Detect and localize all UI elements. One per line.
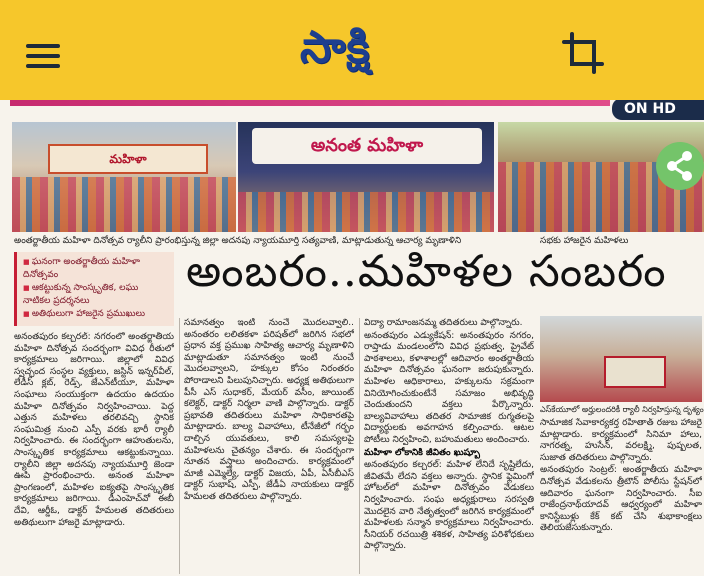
share-button[interactable]: [656, 142, 704, 190]
police-station-photo: [540, 316, 702, 402]
column-3-body-2: అనంతపురం కల్చరల్‌: మహిళ లేనిదే సృష్టిలేదు, జీవితమే లేదని వక్తలు అన్నారు. స్థానిక ఫ్లెమింగో హోటల్‌లో మహిళా దినోత్సవం వేడుకలు నిర్వహించారు. సంఘ అధ్యక్షురాలు సరస్వతి మొదలైన వారి నేతృత్వంలో జరిగిన కార్యక్రమంలో మహిళలకు సన్మాన కార్యక్రమాలు నిర్వహించారు. సీనియర్‌ రచయిత్రి శశికళ, సాహిత్య పరిశోధకులు పాల్గొన్నారు.: [364, 460, 534, 552]
ad-strip: [10, 100, 610, 106]
rally-photo: [12, 122, 236, 232]
video-badge[interactable]: ON HD: [612, 100, 704, 120]
headline: అంబరం..మహిళల సంబరం: [186, 246, 667, 297]
column-4-body: అనంతపురం సెంట్రల్‌: అంతర్జాతీయ మహిళా దినోత్సవ వేడుకలను త్రీటౌన్‌ పోలీసు స్టేషన్‌లో ఆదివారం ఘనంగా నిర్వహించారు. సీఐ రాజేంద్రనాథ్‌యాదవ్‌ ఆధ్వర్యంలో మహిళా కానిస్టేబుళ్లు కేక్‌ కట్‌ చేసి శుభాకాంక్షలు తెలియజేసుకున్నారు.: [540, 465, 702, 534]
highlight-item: ■ అతిథులుగా హాజరైన ప్రముఖులు: [23, 308, 168, 321]
stage-photo: [238, 122, 494, 232]
newspaper-page: [0, 100, 704, 576]
article-column-2: సమానత్వం ఇంటి నుంచే మొదలవ్వాలి.. అనంతరం లలితకళా పరిషత్‌లో జరిగిన సభలో ప్రధాన వక్త ప్రముఖ సాహిత్య ఆచార్య మృణాళిని మాట్లాడుతూ సమానత్వం ఇంటి నుంచే మొదలవ్వాలని, హక్కుల కోసం నిరంతరం పోరాడాలని పిలుపునిచ్చారు. అధ్యక్ష అతిథులుగా పీసీ ఎస్‌ సుధాకర్, మేయర్‌ వసీం, జాయింట్‌ కలెక్టర్, డాక్టర్‌ నిర్మలా వాణి పాల్గొన్నారు. డాక్టర్‌ ప్రభావతి తదితరులు మహిళా సాధికారతపై మాట్లాడారు. బాల్య వివాహాలు, టీనేజీలో గర్భం దాల్చిన యువతులు, కాలి సమస్యలపై మహిళలను చైతన్యం చేశారు. ఈ సందర్భంగా నూతన వస్త్రాలు అందించారు. కార్యక్రమంలో మాజీ ఎమ్మెల్యే, డాక్టర్‌ విజయ, ఏపీ, ఏసీబీఎస్‌ డాక్టర్‌ సుభాష్, ఎస్పీ, జేడీఏ నాయకులు డాక్టర్‌ హేమలత తదితరులు పాల్గొన్నారు.: [184, 318, 354, 502]
menu-icon[interactable]: [26, 44, 60, 70]
app-logo[interactable]: సాక్షి: [300, 22, 371, 73]
photo-caption-right: సభకు హాజరైన మహిళలు: [540, 236, 629, 246]
top-app-bar: [0, 0, 704, 100]
article-column-3: [364, 318, 534, 572]
highlight-item: ■ ఆకట్టుకున్న సాంస్కృతిక, లఘు నాటికల ప్రదర్శనలు: [23, 282, 168, 308]
small-photo-caption: ఎస్‌కేయూలో అర్హులందరికీ ర్యాలీ నిర్వహిస్తున్న దృశ్యం: [540, 405, 704, 414]
crop-icon[interactable]: [560, 30, 606, 76]
column-4-top: సామాజిక సేవాకార్యకర్త రహితాత్‌ రజుబ హాజరై మాట్లాడారు. కార్యక్రమంలో సినిమా హాలు, నాగరత్న, హుసేన్, వరలక్ష్మి, పుష్పలత, సుజాత తదితరులు పాల్గొన్నారు.: [540, 418, 702, 463]
highlights-box: [14, 252, 174, 326]
share-icon: [656, 142, 704, 190]
column-3-body: అనంతపురం ఎడ్యుకేషన్‌: అనంతపురం నగరం, రాప్తాడు మండలంలోని వివిధ ప్రభుత్వ, ప్రైవేట్‌ పాఠశాలలు, కళాశాలల్లో ఆదివారం అంతర్జాతీయ మహిళా దినోత్సవం ఘనంగా జరుపుకున్నారు. మహిళల ఆధికారాలు, హక్కులను సక్రమంగా వినియోగించుకుంటేనే సమాజం అభివృద్ధి చెందుతుందని వక్తలు పేర్కొన్నారు. బాల్యవివాహాలు తదితర సామాజిక రుగ్మతలపై విద్యార్థులకు అవగాహన కల్పించారు. ఆటల పోటీలు నిర్వహించి, బహుమతులు అందించారు.: [364, 330, 534, 445]
rally-banner: మహిళా: [48, 144, 208, 174]
stage-banner: అనంత మహిళా: [252, 128, 482, 164]
column-3-subhead: మహిళా లోకానికి జీవితం ఖుష్బూ: [364, 447, 480, 458]
article-column-1: అనంతపురం కల్చరల్‌: నగరంలో అంతర్జాతీయ మహిళా దినోత్సవ సందర్భంగా వివిధ రీతులో కార్యక్రమాలు జరిగాయి. జిల్లాలో వివిధ స్వచ్ఛంద సంస్థల వ్యక్తులు, జస్టిన్‌ ఇన్నర్‌వీల్, లేడీస్‌ క్లబ్, రెడ్స్, జేఎన్‌టీయూ, మహిళా సంఘాలు సంయుక్తంగా ఉదయం ఉదయం మహిళా దినోత్సవం నిర్వహించాయి. పెద్ద ఎత్తున మహిళలు తరలివచ్చి స్థానిక సంఘమిత్ర నుంచి ఎస్పీ వరకు భారీ ర్యాలీ నిర్వహించారు. ఈ సందర్భంగా ఆహుతులను, సాంస్కృతిక కార్యక్రమాలు ఆకట్టుకున్నాయి. ర్యాలీని జిల్లా అదనపు న్యాయమూర్తి జెండా ఊపి ప్రారంభించారు. అనంత మహిళా ప్రాంగణంలో, మహిళల ఐక్యతపై సాంస్కృతిక కార్యక్రమాలు జరిగాయి. డీఎంహెచ్‌వో ఈబీ దేవి, ఆర్డీఓ, డాక్టర్‌ హేమలత తదితరులు అతిథులుగా హాజరై మాట్లాడారు.: [14, 332, 174, 528]
article-column-4: [540, 418, 702, 572]
column-3-top: విద్యా రామాంజనమ్మ తదితరులు పాల్గొన్నారు.: [364, 318, 523, 328]
photo-caption-left: అంతర్జాతీయ మహిళా దినోత్సవ ర్యాలీని ప్రారంభిస్తున్న జిల్లా అదనపు న్యాయమూర్తి సత్యవాణి, మాట్లాడుతున్న ఆచార్య మృణాళిని: [14, 236, 462, 246]
highlight-item: ■ ఘనంగా అంతర్జాతీయ మహిళా దినోత్సవం: [23, 256, 168, 282]
